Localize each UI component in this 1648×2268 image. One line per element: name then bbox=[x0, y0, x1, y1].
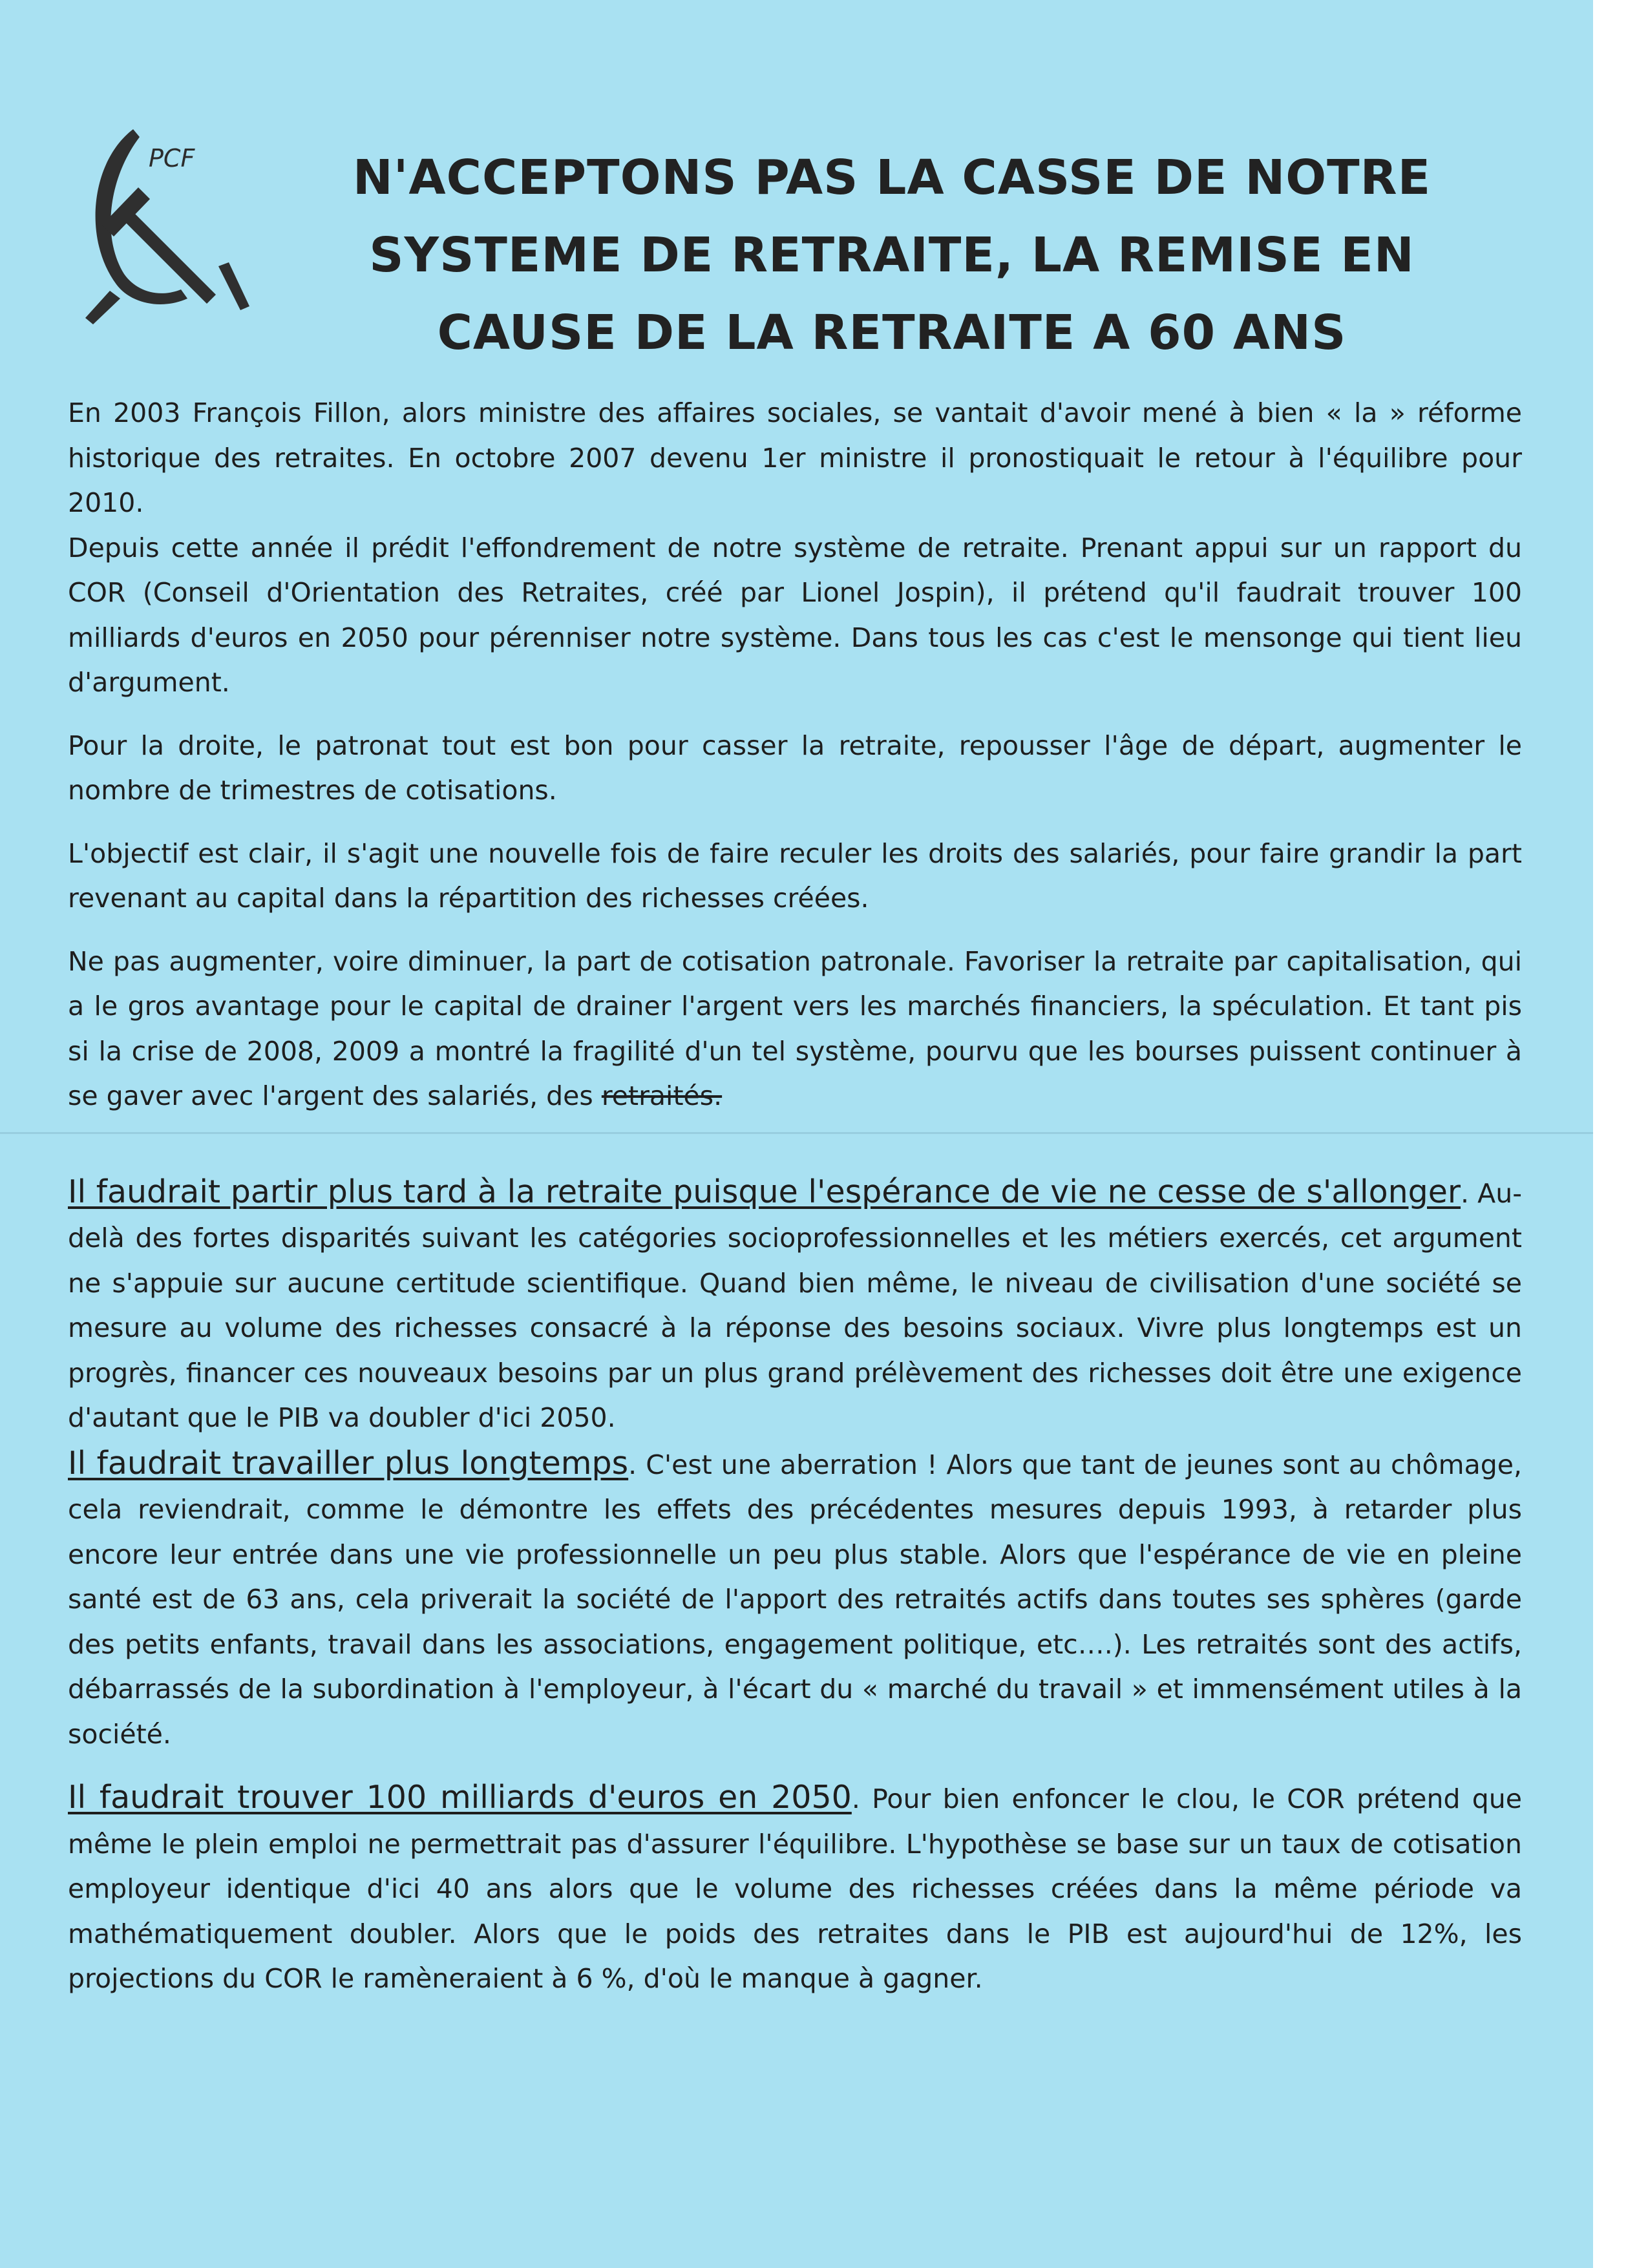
section-body-esperance: . Au-delà des fortes disparités suivant les catégories socioprofessionnelles et les métiers exercés, cet argument ne s'appuie sur aucune certitude scientifique. Quand bien même, le niveau de civilisation d'une société se mesure au volume des richesses consacré à la réponse des besoins sociaux. Vivre plus longtemps est un progrès, financer ces nouveaux besoins par un plus grand prélèvement des richesses doit être une exigence d'autant que le PIB va doubler d'ici 2050. bbox=[68, 1177, 1522, 1433]
hammer-and-sickle-icon bbox=[71, 116, 259, 330]
paragraph-droite: Pour la droite, le patronat tout est bon pour casser la retraite, repousser l'âge de départ, augmenter le nombre de trimestres de cotisations. bbox=[68, 730, 1522, 806]
paragraph-objectif: L'objectif est clair, il s'agit une nouvelle fois de faire reculer les droits des salariés, pour faire grandir la part revenant au capital dans la répartition des richesses créées. bbox=[68, 837, 1522, 914]
page-title bbox=[284, 139, 1499, 372]
section-travailler-plus bbox=[68, 1441, 1522, 1758]
section-lead-milliards: Il faudrait trouver 100 milliards d'euros en 2050 bbox=[68, 1779, 852, 1816]
paragraph-intro: En 2003 François Fillon, alors ministre des affaires sociales, se vantait d'avoir mené à bien « la » réforme historique des retraites. En octobre 2007 devenu 1er ministre il pronostiquait le retour à l'équilibre pour 2010. bbox=[68, 397, 1522, 518]
section-lead-esperance: Il faudrait partir plus tard à la retraite puisque l'espérance de vie ne cesse de s'allonger bbox=[68, 1173, 1461, 1210]
paragraph-capitalisation-end: retraités. bbox=[601, 1080, 723, 1111]
section-100-milliards bbox=[68, 1775, 1522, 2002]
paragraph-cor-report: Depuis cette année il prédit l'effondrement de notre système de retraite. Prenant appui sur un rapport du COR (Conseil d'Orientation des Retraites, créé par Lionel Jospin), il prétend qu'il faudrait trouver 100 milliards d'euros en 2050 pour pérenniser notre système. Dans tous les cas c'est le mensonge qui tient lieu d'argument. bbox=[68, 532, 1522, 698]
paragraph-capitalisation bbox=[68, 940, 1522, 1119]
spacer bbox=[68, 1137, 1522, 1170]
title-line-2: SYSTEME DE RETRAITE, LA REMISE EN bbox=[369, 227, 1415, 283]
section-body-travailler: . C'est une aberration ! Alors que tant de jeunes sont au chômage, cela reviendrait, comme le démontre les effets des précédentes mesures depuis 1993, à retarder plus encore leur entrée dans une vie professionnelle un peu plus stable. Alors que l'espérance de vie en pleine santé est de 63 ans, cela priverait la société de l'apport des retraités actifs dans toutes ses sphères (garde des petits enfants, travail dans les associations, engagement politique, etc….). Les retraités sont des actifs, débarrassés de la subordination à l'employeur, à l'écart du « marché du travail » et immensément utiles à la société. bbox=[68, 1449, 1522, 1750]
section-body-milliards: . Pour bien enfoncer le clou, le COR prétend que même le plein emploi ne permettrait pas d'assurer l'équilibre. L'hypothèse se base sur un taux de cotisation employeur identique d'ici 40 ans alors que le volume des richesses créées dans la même période va mathématiquement doubler. Alors que le poids des retraites dans le PIB est aujourd'hui de 12%, les projections du COR le ramèneraient à 6 %, d'où le manque à gagner. bbox=[68, 1783, 1522, 1994]
title-line-3: CAUSE DE LA RETRAITE A 60 ANS bbox=[437, 305, 1347, 361]
section-esperance-de-vie bbox=[68, 1170, 1522, 1441]
title-line-1: N'ACCEPTONS PAS LA CASSE DE NOTRE bbox=[352, 150, 1431, 205]
logo-text: PCF bbox=[149, 144, 195, 173]
paragraph-capitalisation-text: Ne pas augmenter, voire diminuer, la part de cotisation patronale. Favoriser la retraite par capitalisation, qui a le gros avantage pour le capital de drainer l'argent vers les marchés financiers, la spéculation. Et tant pis si la crise de 2008, 2009 a montré la fragilité d'un tel système, pourvu que les bourses puissent continuer à se gaver avec l'argent des salariés, des bbox=[68, 945, 1522, 1111]
article-body bbox=[68, 391, 1522, 2020]
section-lead-travailler: Il faudrait travailler plus longtemps bbox=[68, 1444, 629, 1482]
